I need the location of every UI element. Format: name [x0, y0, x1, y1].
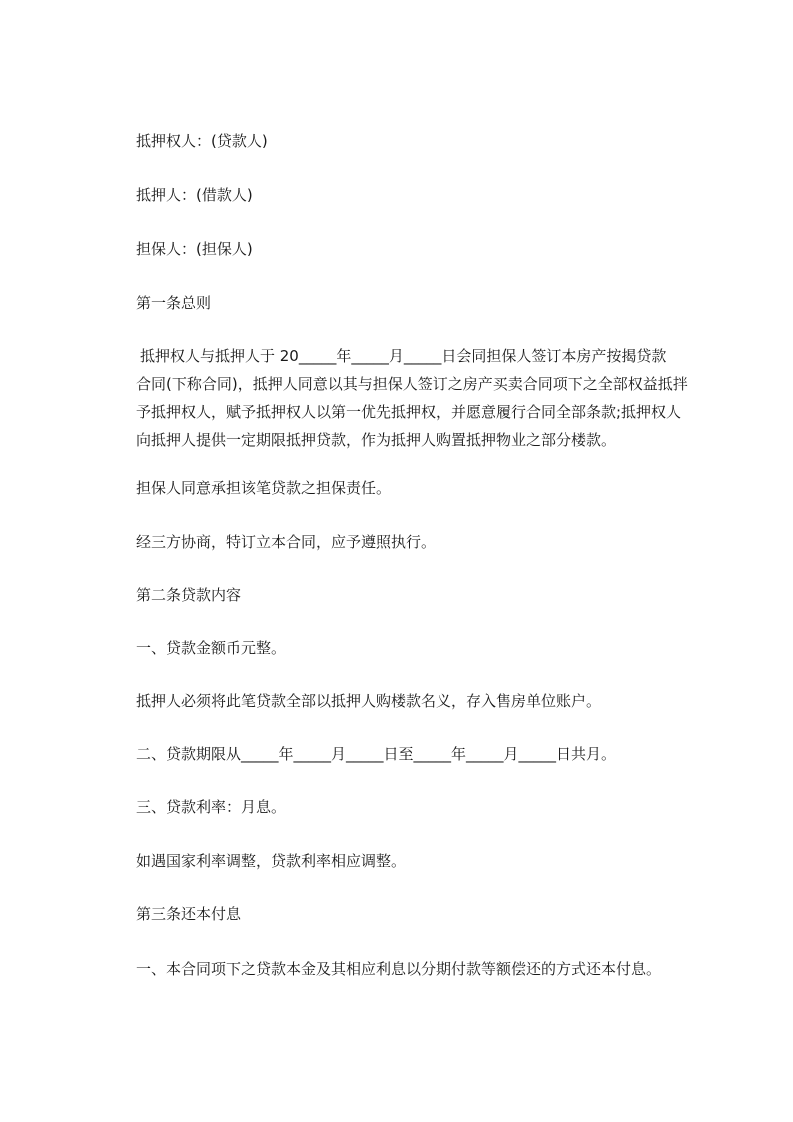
article-2-item-3: 三、贷款利率：月息。 — [136, 798, 287, 816]
article-2-item-1: 一、贷款金额币元整。 — [136, 639, 287, 657]
article-1-paragraph-3: 经三方协商，特订立本合同，应予遵照执行。 — [136, 533, 437, 551]
article-2-item-1-note: 抵押人必须将此笔贷款全部以抵押人购楼款名义，存入售房单位账户。 — [136, 692, 602, 710]
guarantor-line: 担保人：(担保人) — [136, 240, 253, 258]
article-1-paragraph-1-line-1: 抵押权人与抵押人于 20_____年_____月_____日会同担保人签订本房产按揭贷款 — [140, 347, 667, 365]
article-1-paragraph-1-line-3: 予抵押权人，赋予抵押权人以第一优先抵押权，并愿意履行合同全部条款;抵押权人 — [136, 403, 682, 421]
article-3-item-1: 一、本合同项下之贷款本金及其相应利息以分期付款等额偿还的方式还本付息。 — [136, 960, 662, 978]
article-2-item-3-note: 如遇国家利率调整，贷款利率相应调整。 — [136, 852, 407, 870]
article-2-item-2: 二、贷款期限从_____年_____月_____日至_____年_____月_____日共月。 — [136, 745, 617, 763]
article-1-paragraph-1 — [136, 342, 698, 454]
mortgagor-line: 抵押人：(借款人) — [136, 186, 253, 204]
article-1-paragraph-2: 担保人同意承担该笔贷款之担保责任。 — [136, 479, 392, 497]
article-3-title: 第三条还本付息 — [136, 905, 242, 923]
article-2-title: 第二条贷款内容 — [136, 586, 242, 604]
mortgagee-line: 抵押权人：(贷款人) — [136, 132, 268, 150]
article-1-title: 第一条总则 — [136, 294, 212, 312]
article-1-paragraph-1-line-2: 合同(下称合同)，抵押人同意以其与担保人签订之房产买卖合同项下之全部权益抵拌 — [136, 375, 688, 393]
article-1-paragraph-1-line-4: 向抵押人提供一定期限抵押贷款，作为抵押人购置抵押物业之部分楼款。 — [136, 431, 617, 449]
